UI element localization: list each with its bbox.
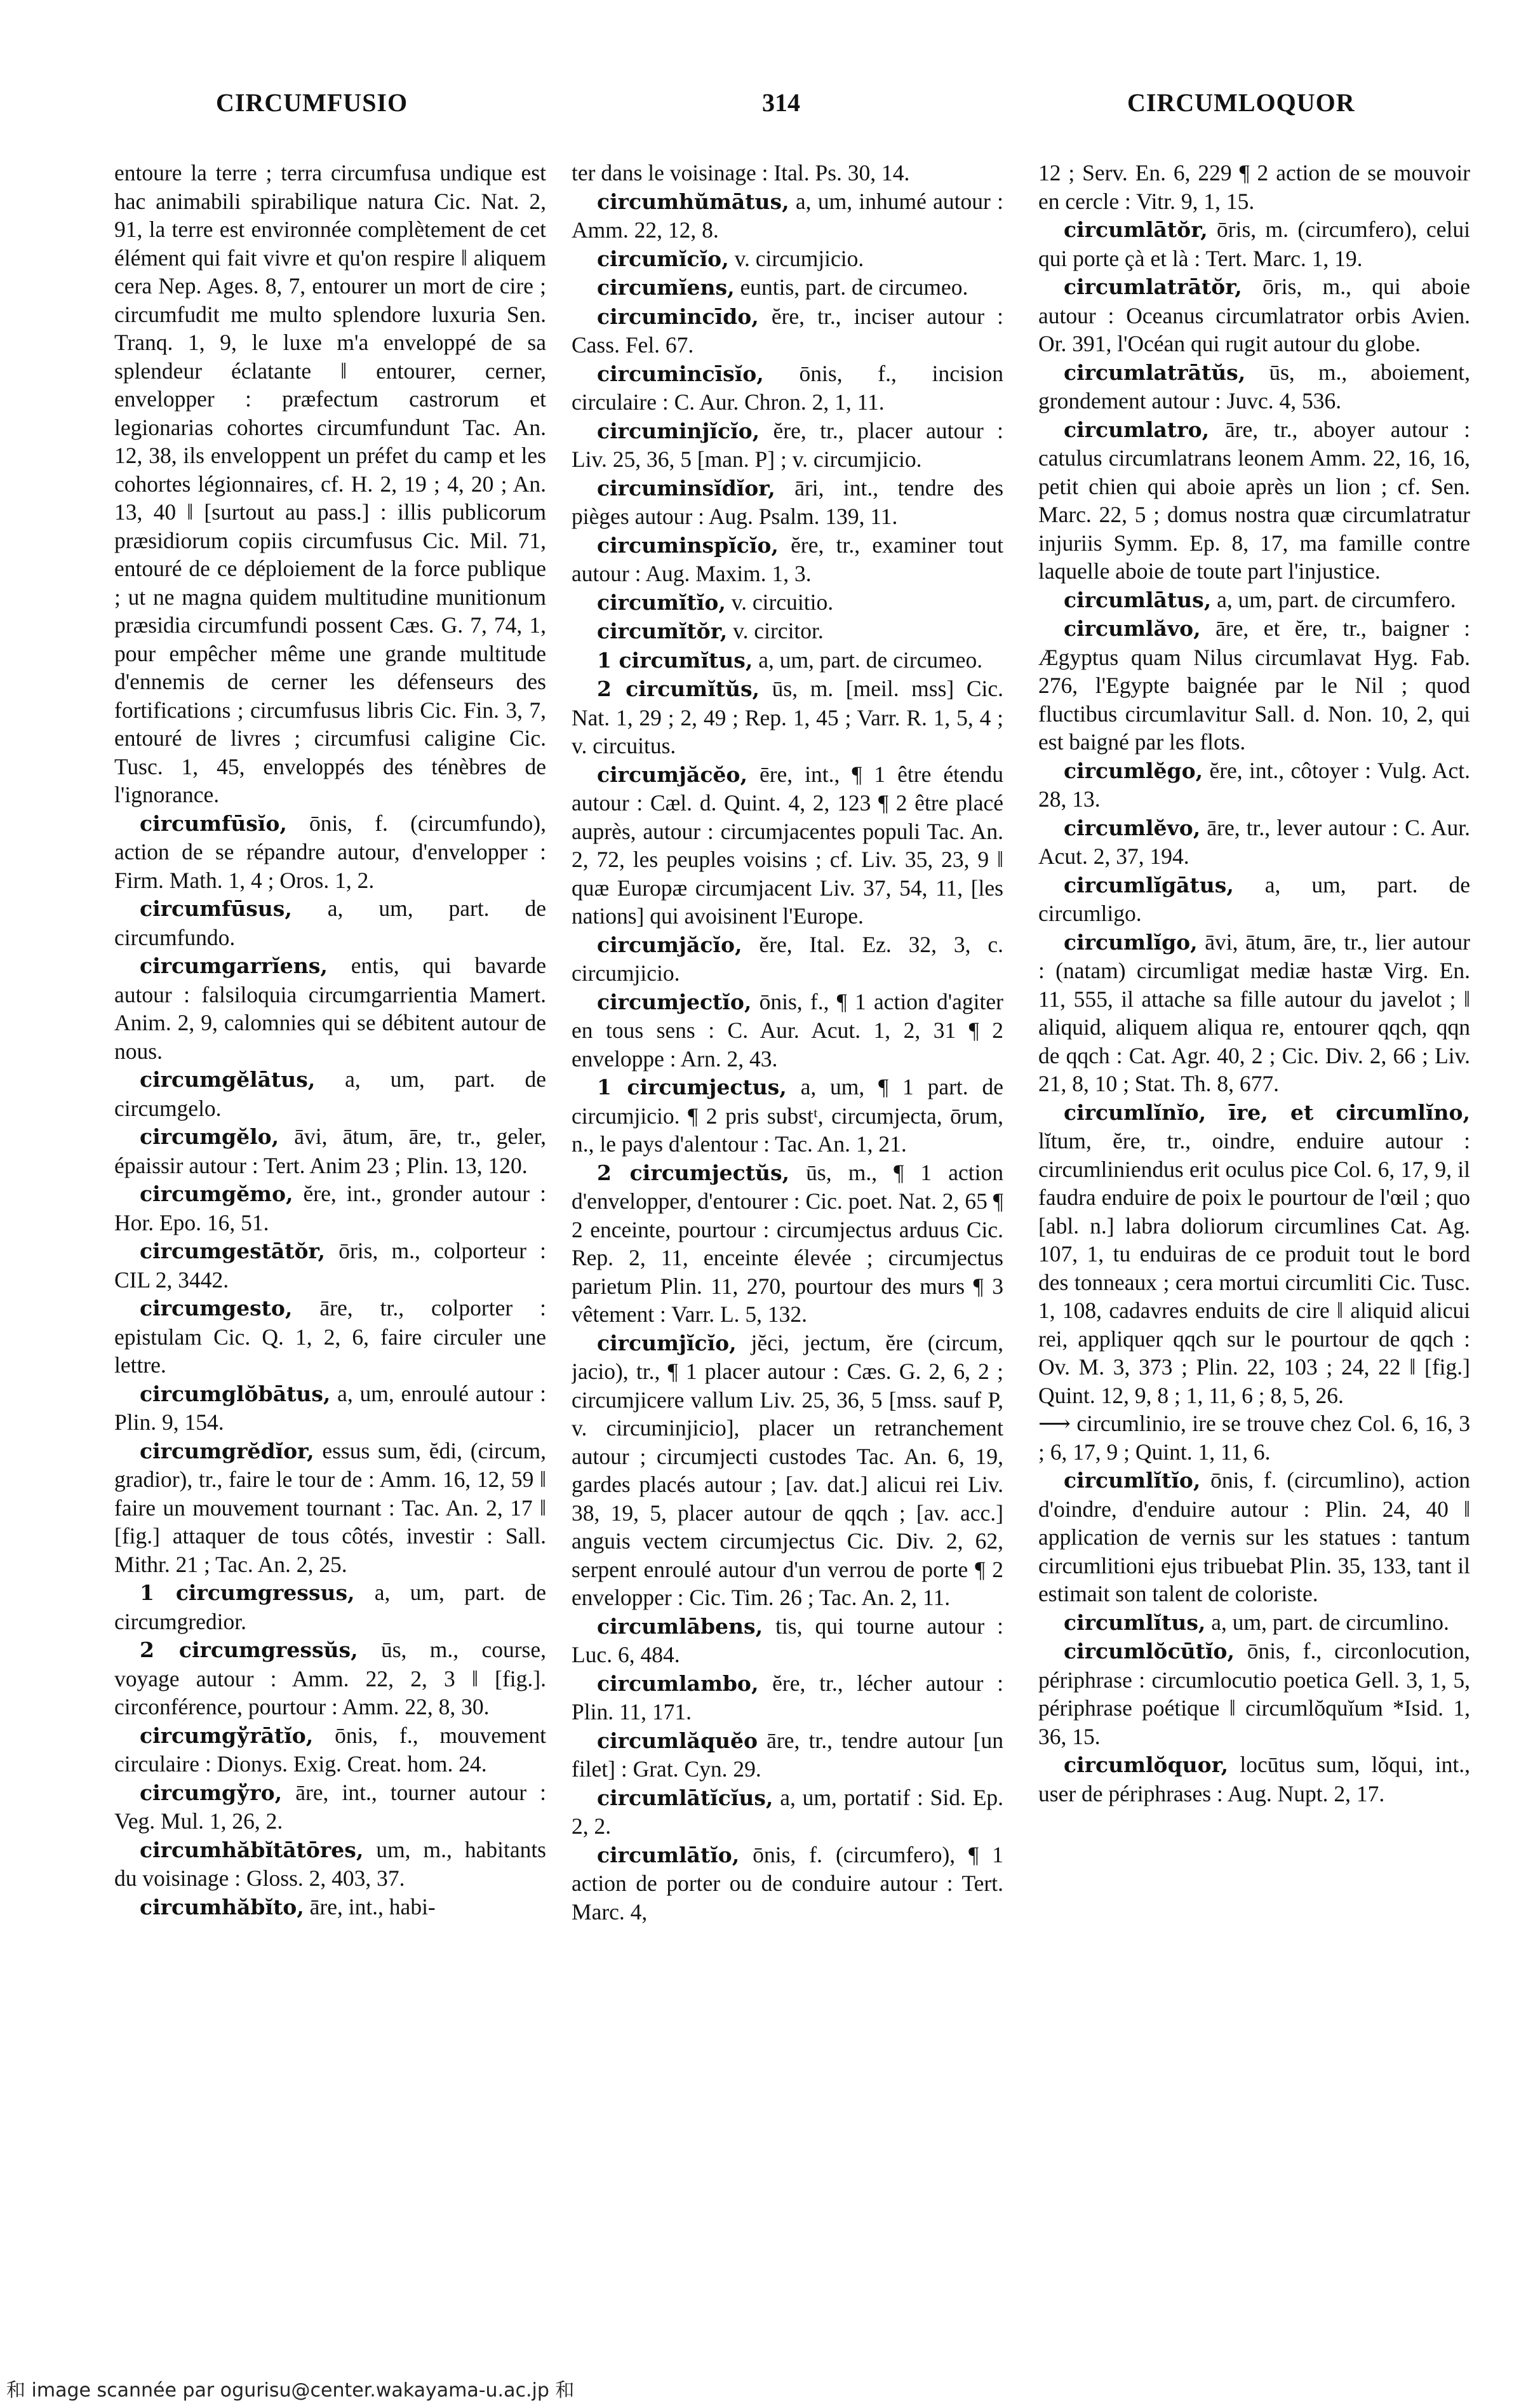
entry-definition: a, um, part. de circumfundo. xyxy=(114,896,546,950)
entry-definition: ūs, m., course, voyage autour : Amm. 22, 2, 3 ‖ [fig.]. circonférence, pourtour : Amm. 22, 8, 30. xyxy=(114,1637,546,1719)
entry-headword: circumhăbĭto, xyxy=(140,1894,304,1919)
dictionary-entry xyxy=(114,1294,546,1380)
entry-headword: circumlĭgātus, xyxy=(1064,872,1234,897)
entry-definition: a, um, part. de circumgredior. xyxy=(114,1580,546,1634)
dictionary-entry xyxy=(1038,928,1470,1098)
dictionary-entry xyxy=(114,1721,546,1778)
dictionary-entry xyxy=(114,894,546,951)
dictionary-entry xyxy=(572,1841,1003,1926)
entry-definition: ĕre, tr., lécher autour : Plin. 11, 171. xyxy=(572,1670,1003,1724)
dictionary-entry xyxy=(114,1179,546,1237)
dictionary-entry xyxy=(572,1073,1003,1159)
entry-headword: circuminjĭcĭo, xyxy=(597,418,760,443)
entry-definition: ĕre, Ital. Ez. 32, 3, c. circumjicio. xyxy=(572,931,1003,986)
entry-definition: lĭtum, ĕre, tr., oindre, enduire autour : circumliniendus erit oculus pice Col. 6, 17, 9, il faudra enduire de poix le pourtour de l'œil ; quo [abl. n.] labra doliorum circumlines Cat. Ag. 107, 1, tu enduiras de ce produit tout le bord des tonneaux ; cera mortui circumliti Cic. Tusc. 1, 108, cadavres enduits de cire ‖ aliquid alicui rei, appliquer qqch sur le pourtour de qqch : Ov. M. 3, 373 ; Plin. 22, 103 ; 24, 22 ‖ [fig.] Quint. 12, 9, 8 ; 1, 11, 6 ; 8, 5, 26. xyxy=(1038,1128,1470,1408)
entry-definition: tis, qui tourne autour : Luc. 6, 484. xyxy=(572,1613,1003,1667)
entry-definition: ōnis, f., circonlocution, périphrase : circumlocutio poetica Gell. 3, 1, 5, périphrase poétique ‖ circumlŏquĭum *Isid. 1, 36, 15. xyxy=(1038,1638,1470,1749)
entry-headword: circumlābens, xyxy=(597,1613,763,1639)
entry-definition: entoure la terre ; terra circumfusa undique est hac animabili spirabilique natura Cic. Nat. 2, 91, la terre est environnée complètement de cet élément qui fait vivre et qu'on respire ‖ aliquem cera Nep. Ages. 8, 7, entourer un mort de cire ; circumfudit me multo splendore luxuria Sen. Tranq. 1, 9, le luxe m'a enveloppé de sa splendeur éclatante ‖ entourer, cerner, envelopper : præfectum castrorum et legionarias cohortes circumfundunt Tac. An. 12, 38, ils enveloppent un préfet du camp et les cohortes légionnaires, cf. H. 2, 19 ; 4, 20 ; An. 13, 40 ‖ [surtout au pass.] : illis publicorum præsidiorum copiis circumfusus Cic. Mil. 71, entouré de ce déploiement de la force publique ; ut ne magna quidem multitudine munitionum præsidia circumfundi possent Cæs. G. 7, 74, 1, pour empêcher même une grande multitude d'ennemis de cerner les défenseurs des fortifications ; circumfusus libris Cic. Fin. 3, 7, entouré de livres ; circumfusi caligine Cic. Tusc. 1, 45, enveloppés des ténèbres de l'ignorance. xyxy=(114,160,546,807)
entry-definition: ĕre, tr., examiner tout autour : Aug. Maxim. 1, 3. xyxy=(572,532,1003,586)
entry-headword: circumlĕvo, xyxy=(1064,815,1201,840)
entry-definition: a, um, part. de circumfero. xyxy=(1217,586,1456,612)
entry-definition: a, um, inhumé autour : Amm. 22, 12, 8. xyxy=(572,188,1003,243)
entry-headword: circumlŏquor, xyxy=(1064,1752,1229,1777)
entry-headword: circumlăvo, xyxy=(1064,616,1201,641)
dictionary-entry xyxy=(572,646,1003,675)
entry-definition: ūs, m., aboiement, grondement autour : Juvc. 4, 536. xyxy=(1038,359,1470,413)
left-headword: CIRCUMFUSIO xyxy=(216,88,408,117)
dictionary-entry xyxy=(572,417,1003,474)
column-right xyxy=(1038,159,1470,2363)
entry-headword: 2 circumĭtŭs, xyxy=(597,676,760,701)
entry-definition: a, um, part. de circumeo. xyxy=(758,647,983,673)
entry-definition: ōnis, f. (circumfundo), action de se répandre autour, d'envelopper : Firm. Math. 1, 4 ; Oros. 1, 2. xyxy=(114,810,546,893)
entry-definition: āre, tr., lever autour : C. Aur. Acut. 2, 37, 194. xyxy=(1038,814,1470,869)
entry-definition: ōnis, f. (circumlino), action d'oindre, d'enduire autour : Plin. 24, 40 ‖ application de vernis sur les statues : tantum circumlitioni ejus tribuebat Plin. 35, 133, tant il estimait son talent de coloriste. xyxy=(1038,1467,1470,1606)
entry-headword: circumgўrātĭo, xyxy=(140,1723,314,1748)
entry-headword: circumlŏcūtĭo, xyxy=(1064,1639,1235,1663)
entry-definition: ĕre, tr., inciser autour : Cass. Fel. 67. xyxy=(572,303,1003,358)
entry-definition: ĕre, tr., placer autour : Liv. 25, 36, 5 [man. P] ; v. circumjicio. xyxy=(572,417,1003,472)
entry-headword: circumlātĭcĭus, xyxy=(597,1785,773,1810)
entry-definition: āre, int., habi- xyxy=(309,1893,436,1919)
dictionary-entry xyxy=(572,159,1003,187)
entry-headword: 1 circumjectus, xyxy=(597,1075,787,1099)
dictionary-entry xyxy=(1038,756,1470,814)
entry-definition: ōnis, f. (circumfero), ¶ 1 action de porter ou de conduire autour : Tert. Marc. 4, xyxy=(572,1841,1003,1925)
entry-definition: um, m., habitants du voisinage : Gloss. 2, 403, 37. xyxy=(114,1836,546,1891)
entry-definition: euntis, part. de circumeo. xyxy=(740,274,968,300)
entry-headword: circumgĕlo, xyxy=(140,1124,279,1149)
entry-definition: essus sum, ĕdi, (circum, gradior), tr., faire le tour de : Amm. 16, 12, 59 ‖ faire un mouvement tournant : Tac. An. 2, 17 ‖ [fig.] attaquer de tous côtés, investir : Sall. Mithr. 21 ; Tac. An. 2, 25. xyxy=(114,1437,546,1577)
entry-headword: circumlĭgo, xyxy=(1064,929,1198,955)
entry-headword: circumlatrātŏr, xyxy=(1064,274,1242,299)
dictionary-entry xyxy=(572,1784,1003,1841)
dictionary-entry xyxy=(572,988,1003,1073)
entry-definition: āre, tr., tendre autour [un filet] : Grat. Cyn. 29. xyxy=(572,1727,1003,1782)
entry-definition: ĕre, int., gronder autour : Hor. Epo. 16, 51. xyxy=(114,1181,546,1235)
dictionary-entry xyxy=(572,1159,1003,1329)
entry-headword: circumgesto, xyxy=(140,1296,293,1321)
running-header xyxy=(0,88,1540,138)
dictionary-entry xyxy=(1038,215,1470,272)
entry-definition: ⟶ circumlinio, ire se trouve chez Col. 6, 16, 3 ; 6, 17, 9 ; Quint. 1, 11, 6. xyxy=(1038,1411,1470,1465)
entry-definition: a, um, part. de circumlino. xyxy=(1211,1609,1449,1635)
entry-definition: ōnis, f., incision circulaire : C. Aur. Chron. 2, 1, 11. xyxy=(572,360,1003,415)
dictionary-entry xyxy=(1038,358,1470,415)
entry-headword: circumlātus, xyxy=(1064,587,1212,612)
right-headword: CIRCUMLOQUOR xyxy=(1127,88,1355,117)
dictionary-entry xyxy=(572,1726,1003,1784)
entry-headword: circumlātŏr, xyxy=(1064,217,1208,242)
dictionary-entry xyxy=(572,187,1003,245)
dictionary-entry xyxy=(114,1237,546,1294)
dictionary-entry xyxy=(114,1578,546,1636)
entry-definition: āre, tr., aboyer autour : catulus circumlatrans leonem Amm. 22, 16, 16, petit chien qui aboie après un lion ; cf. Sen. Marc. 22, 5 ; domus nostra quæ circumlatratur injuriis Symm. Ep. 8, 17, ma famille contre laquelle aboie de toute part l'injustice. xyxy=(1038,416,1470,584)
entry-headword: circuminspĭcĭo, xyxy=(597,532,779,558)
dictionary-entry xyxy=(572,531,1003,588)
entry-definition: ōnis, f., mouvement circulaire : Dionys. Exig. Creat. hom. 24. xyxy=(114,1722,546,1777)
dictionary-entry xyxy=(572,1669,1003,1726)
dictionary-entry xyxy=(1038,1409,1470,1466)
entry-headword: circumĭtŏr, xyxy=(597,619,728,643)
entry-definition: ūs, m., ¶ 1 action d'envelopper, d'entourer : Cic. poet. Nat. 2, 65 ¶ 2 enceinte, pourtour : circumjectus arduus Cic. Rep. 2, 11, enceinte élevée ; circumjectus parietum Plin. 11, 270, pourtour des murs ¶ 3 vêtement : Varr. L. 5, 132. xyxy=(572,1159,1003,1327)
entry-definition: a, um, part. de circumligo. xyxy=(1038,871,1470,926)
dictionary-entry xyxy=(114,1065,546,1122)
entry-headword: 1 circumĭtus, xyxy=(597,647,753,673)
entry-headword: circumlĭtus, xyxy=(1064,1610,1206,1635)
entry-headword: circumgestātŏr, xyxy=(140,1239,326,1263)
entry-headword: circumgĕmo, xyxy=(140,1181,293,1206)
entry-definition: locūtus sum, lŏqui, int., user de périphrases : Aug. Nupt. 2, 17. xyxy=(1038,1752,1470,1806)
entry-definition: ĕre, int., côtoyer : Vulg. Act. 28, 13. xyxy=(1038,757,1470,812)
dictionary-entry xyxy=(1038,1098,1470,1410)
entry-headword: 2 circumgressŭs, xyxy=(140,1637,358,1662)
entry-definition: ōris, m. (circumfero), celui qui porte çà et là : Tert. Marc. 1, 19. xyxy=(1038,217,1470,271)
entry-definition: ter dans le voisinage : Ital. Ps. 30, 14. xyxy=(572,160,910,185)
entry-headword: circumlatro, xyxy=(1064,417,1210,442)
entry-definition: a, um, part. de circumgelo. xyxy=(114,1066,546,1121)
entry-headword: 2 circumjectŭs, xyxy=(597,1160,790,1185)
entry-headword: circumfūsĭo, xyxy=(140,810,287,836)
entry-headword: circumĭtĭo, xyxy=(597,589,726,615)
entry-headword: circumincīdo, xyxy=(597,304,759,329)
dictionary-entry xyxy=(572,760,1003,931)
entry-headword: circumjĭcĭo, xyxy=(597,1330,737,1355)
dictionary-entry xyxy=(1038,614,1470,756)
entry-headword: circumlatrātŭs, xyxy=(1064,360,1246,385)
entry-headword: circumlĭtĭo, xyxy=(1064,1468,1201,1493)
dictionary-entry xyxy=(114,1893,546,1922)
entry-headword: circumĭcĭo, xyxy=(597,246,729,271)
entry-headword: circumgўro, xyxy=(140,1780,283,1805)
entry-definition: ēre, int., ¶ 1 être étendu autour : Cæl. d. Quint. 4, 2, 123 ¶ 2 être placé auprès, autour : circumjacentes populi Tac. An. 2, 72, les peuples voisins ; cf. Liv. 35, 23, 9 ‖ quæ Europæ circumjacent Liv. 37, 54, 11, [les nations] qui avoisinent l'Europe. xyxy=(572,761,1003,929)
entry-definition: ōris, m., qui aboie autour : Oceanus circumlatrator orbis Avien. Or. 391, l'Océan qui rugit autour du globe. xyxy=(1038,274,1470,356)
entry-definition: a, um, ¶ 1 part. de circumjicio. ¶ 2 pris substᵗ, circumjecta, ōrum, n., le pays d'alentour : Tac. An. 1, 21. xyxy=(572,1074,1003,1157)
page-number: 314 xyxy=(762,88,800,117)
entry-definition: āvi, ātum, āre, tr., lier autour : (natam) circumligat mediæ hastæ Virg. En. 11, 555, il attache sa fille autour du javelot ; ‖ aliquid, aliquem aliqua re, entourer qqch, qqn de qqch : Cat. Agr. 40, 2 ; Cic. Div. 2, 66 ; Liv. 21, 8, 10 ; Stat. Th. 8, 677. xyxy=(1038,929,1470,1096)
entry-headword: circumgrĕdĭor, xyxy=(140,1438,314,1463)
entry-definition: āre, int., tourner autour : Veg. Mul. 1, 26, 2. xyxy=(114,1779,546,1834)
entry-headword: circumgĕlātus, xyxy=(140,1067,316,1092)
entry-headword: circumlĕgo, xyxy=(1064,758,1203,783)
dictionary-entry xyxy=(572,931,1003,988)
entry-definition: 12 ; Serv. En. 6, 229 ¶ 2 action de se mouvoir en cercle : Vitr. 9, 1, 15. xyxy=(1038,160,1470,214)
dictionary-entry xyxy=(572,245,1003,274)
dictionary-entry xyxy=(572,302,1003,360)
entry-definition: ōris, m., colporteur : CIL 2, 3442. xyxy=(114,1238,546,1293)
entry-definition: v. circuitio. xyxy=(731,589,834,615)
dictionary-entry xyxy=(1038,871,1470,928)
entry-headword: circumfūsus, xyxy=(140,896,292,921)
dictionary-entry xyxy=(572,474,1003,531)
dictionary-entry xyxy=(572,588,1003,617)
dictionary-entry xyxy=(572,1612,1003,1669)
entry-headword: circumglŏbātus, xyxy=(140,1381,331,1406)
column-left xyxy=(114,159,546,2363)
entry-headword: circumjectĭo, xyxy=(597,989,752,1014)
scan-credit: 和 image scannée par ogurisu@center.wakayama-u.ac.jp 和 xyxy=(6,2379,575,2402)
entry-definition: a, um, portatif : Sid. Ep. 2, 2. xyxy=(572,1784,1003,1839)
entry-definition: āvi, ātum, āre, tr., geler, épaissir autour : Tert. Anim 23 ; Plin. 13, 120. xyxy=(114,1124,546,1178)
entry-headword: circumlĭnĭo, īre, et circumlĭno, xyxy=(1064,1099,1470,1125)
entry-headword: circumincīsĭo, xyxy=(597,361,764,386)
entry-headword: circumgarrĭens, xyxy=(140,953,328,978)
dictionary-entry xyxy=(1038,159,1470,215)
entry-definition: v. circumjicio. xyxy=(734,245,864,271)
dictionary-entry xyxy=(572,617,1003,646)
entry-headword: circumlăquĕo xyxy=(597,1728,758,1753)
dictionary-entry xyxy=(1038,272,1470,358)
column-middle xyxy=(572,159,1003,2363)
entry-definition: jĕci, jectum, ĕre (circum, jacio), tr., ¶ 1 placer autour : Cæs. G. 2, 6, 2 ; circumjicere vallum Liv. 25, 36, 5 [mss. sauf P, v. circuminjicio], placer un retranchement autour ; circumjecti custodes Tac. An. 6, 19, gardes placés autour ; [av. dat.] alicui rei Liv. 38, 19, 5, placer autour de qqch ; [av. acc.] anguis vectem circumjectus Cic. Div. 2, 62, serpent enroulé autour d'un verrou de porte ¶ 2 envelopper : Cic. Tim. 26 ; Tac. An. 2, 11. xyxy=(572,1329,1003,1610)
entry-definition: entis, qui bavarde autour : falsiloquia circumgarrientia Mamert. Anim. 2, 9, calomnies qui se débitent autour de nous. xyxy=(114,953,546,1064)
dictionary-entry xyxy=(572,273,1003,302)
dictionary-entry xyxy=(1038,1608,1470,1637)
dictionary-entry xyxy=(1038,1466,1470,1608)
entry-headword: circumlātĭo, xyxy=(597,1842,740,1867)
dictionary-entry xyxy=(572,675,1003,760)
entry-definition: a, um, enroulé autour : Plin. 9, 154. xyxy=(114,1380,546,1435)
dictionary-entry xyxy=(114,951,546,1065)
entry-definition: v. circitor. xyxy=(733,618,824,643)
dictionary-entry xyxy=(114,1380,546,1437)
entry-headword: circumjăcĭo, xyxy=(597,932,742,957)
entry-definition: āre, tr., colporter : epistulam Cic. Q. 1, 2, 6, faire circuler une lettre. xyxy=(114,1295,546,1378)
entry-definition: ūs, m. [meil. mss] Cic. Nat. 1, 29 ; 2, 49 ; Rep. 1, 45 ; Varr. R. 1, 5, 4 ; v. circuitus. xyxy=(572,676,1003,758)
entry-definition: āri, int., tendre des pièges autour : Aug. Psalm. 139, 11. xyxy=(572,474,1003,529)
entry-headword: circumhŭmātus, xyxy=(597,189,789,214)
entry-headword: circuminsĭdĭor, xyxy=(597,475,775,501)
dictionary-entry xyxy=(114,1836,546,1893)
dictionary-entry xyxy=(114,159,546,809)
entry-headword: circumjăcĕo, xyxy=(597,762,747,787)
dictionary-entry xyxy=(1038,1751,1470,1808)
entry-headword: circumlambo, xyxy=(597,1670,759,1696)
entry-headword: 1 circumgressus, xyxy=(140,1580,355,1605)
entry-definition: ōnis, f., ¶ 1 action d'agiter en tous sens : C. Aur. Acut. 1, 2, 31 ¶ 2 enveloppe : Arn. 2, 43. xyxy=(572,988,1003,1072)
dictionary-entry xyxy=(114,809,546,895)
dictionary-entry xyxy=(572,360,1003,417)
dictionary-entry xyxy=(1038,586,1470,615)
entry-headword: circumhăbĭtātōres, xyxy=(140,1837,364,1862)
dictionary-entry xyxy=(114,1437,546,1579)
entry-definition: āre, et ĕre, tr., baigner : Ægyptus quam Nilus circumlavat Hyg. Fab. 276, l'Egypte baignée par le Nil ; quod fluctibus circumlavitur Sall. d. Non. 10, 2, qui est baigné par les flots. xyxy=(1038,615,1470,755)
dictionary-entry xyxy=(114,1636,546,1721)
dictionary-entry xyxy=(1038,814,1470,871)
dictionary-entry xyxy=(1038,1637,1470,1751)
dictionary-entry xyxy=(114,1122,546,1179)
dictionary-entry xyxy=(1038,415,1470,586)
dictionary-entry xyxy=(114,1778,546,1836)
entry-headword: circumĭens, xyxy=(597,275,735,300)
dictionary-entry xyxy=(572,1329,1003,1612)
